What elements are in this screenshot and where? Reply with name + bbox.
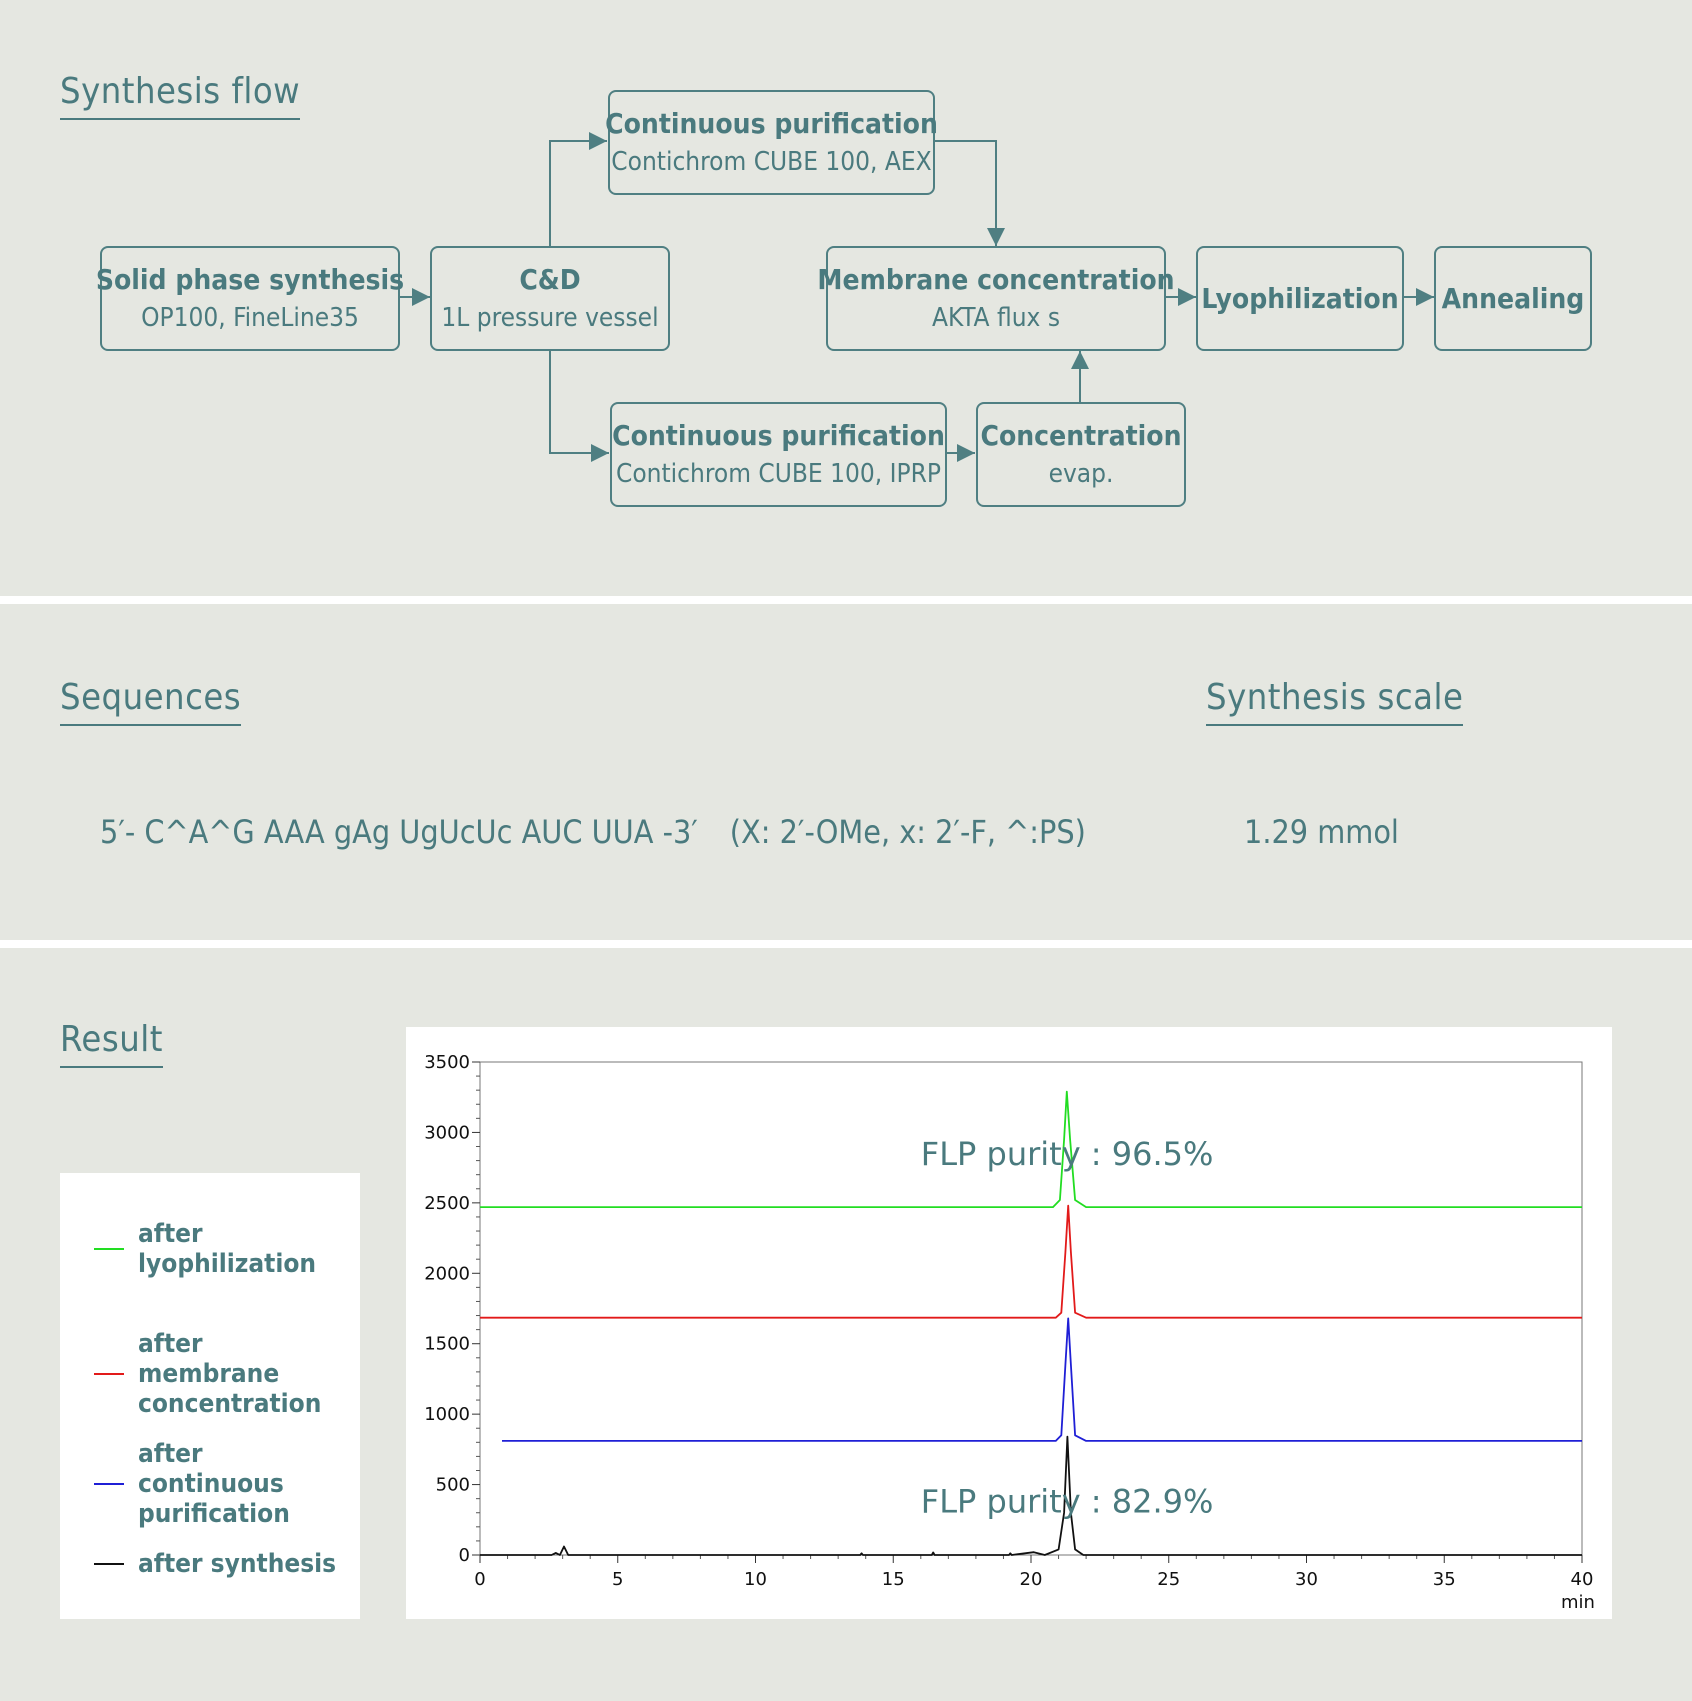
chart-legend: [60, 1173, 360, 1619]
chromatogram-chart: [406, 1027, 1612, 1619]
flow-conc-title: Concentration: [980, 418, 1182, 452]
flow-box-annealing: [1434, 246, 1592, 351]
y-tick-label: 500: [435, 1474, 470, 1496]
x-tick-label: 35: [1432, 1569, 1456, 1590]
flow-box-lyophilization: [1196, 246, 1404, 351]
arrow-cd-to-iprp: [550, 351, 609, 453]
x-tick-label: 5: [612, 1569, 624, 1590]
flow-aex-title: Continuous purification: [605, 106, 938, 140]
flow-lyo-title: Lyophilization: [1201, 281, 1399, 315]
y-tick-label: 2000: [424, 1263, 470, 1285]
y-tick-label: 1000: [424, 1404, 470, 1426]
legend-swatch-membrane: [94, 1373, 124, 1375]
flow-box-purification-aex: [605, 90, 938, 195]
arrow-aex-to-membrane: [934, 141, 996, 246]
series-line-1: [480, 1206, 1582, 1318]
arrow-cd-to-aex: [550, 141, 607, 246]
sequences-panel: [0, 604, 1692, 940]
flow-solid-sub: OP100, FineLine35: [141, 302, 359, 333]
flow-box-solid-phase: [95, 246, 405, 351]
x-tick-label: 25: [1157, 1569, 1181, 1590]
series-line-2: [502, 1318, 1582, 1441]
flow-membrane-sub: AKTA flux s: [931, 302, 1061, 333]
flow-box-purification-iprp: [610, 402, 947, 507]
legend-label-lyophilization: after lyophilization: [138, 1219, 317, 1279]
legend-item-membrane: [94, 1329, 348, 1419]
synthesis-scale-title: Synthesis scale: [1206, 676, 1463, 726]
x-axis-label: min: [1561, 1592, 1595, 1613]
annotation-purity-1: FLP purity : 82.9%: [920, 1482, 1214, 1521]
flow-solid-title: Solid phase synthesis: [95, 262, 405, 296]
annotation-purity-0: FLP purity : 96.5%: [920, 1134, 1214, 1173]
result-title: Result: [60, 1018, 163, 1068]
flow-anneal-title: Annealing: [1441, 281, 1585, 315]
flow-iprp-sub: Contichrom CUBE 100, IPRP: [616, 458, 941, 489]
synthesis-flow-title: Synthesis flow: [60, 70, 300, 120]
synthesis-flow-panel: [0, 0, 1692, 596]
legend-item-synthesis: [94, 1549, 348, 1579]
flow-box-membrane: [817, 246, 1175, 351]
flow-cd-title: C&D: [519, 262, 581, 296]
sequences-title: Sequences: [60, 676, 241, 726]
y-tick-label: 1500: [424, 1333, 470, 1355]
y-tick-label: 3000: [424, 1122, 470, 1144]
x-tick-label: 30: [1295, 1569, 1318, 1590]
flow-box-concentration: [976, 402, 1186, 507]
y-tick-label: 0: [458, 1545, 470, 1566]
flow-membrane-title: Membrane concentration: [817, 262, 1175, 296]
x-tick-label: 10: [744, 1569, 767, 1590]
x-tick-label: 0: [474, 1569, 486, 1590]
flow-iprp-title: Continuous purification: [612, 418, 945, 452]
x-tick-label: 20: [1019, 1569, 1043, 1590]
flow-aex-sub: Contichrom CUBE 100, AEX: [611, 146, 932, 177]
flow-cd-sub: 1L pressure vessel: [441, 302, 659, 333]
y-tick-label: 2500: [424, 1192, 470, 1214]
legend-swatch-continuous: [94, 1483, 124, 1485]
legend-label-membrane: after membrane concentration: [138, 1329, 322, 1419]
flow-conc-sub: evap.: [1048, 458, 1114, 489]
legend-swatch-lyophilization: [94, 1248, 124, 1250]
legend-item-continuous: [94, 1439, 348, 1529]
chromatogram-svg: [406, 1027, 1612, 1619]
legend-swatch-synthesis: [94, 1563, 124, 1565]
flow-box-cd: [430, 246, 670, 351]
scale-value: 1.29 mmol: [1244, 813, 1399, 851]
x-tick-label: 40: [1570, 1569, 1594, 1590]
y-tick-label: 3500: [424, 1052, 470, 1073]
legend-label-synthesis: after synthesis: [138, 1549, 337, 1579]
x-tick-label: 15: [881, 1569, 905, 1590]
legend-item-lyophilization: [94, 1219, 348, 1279]
sequence-text: 5′- C^A^G AAA gAg UgUcUc AUC UUA -3′ (X: 2′-OMe, x: 2′-F, ^:PS): [100, 813, 1086, 851]
legend-label-continuous: after continuous purification: [138, 1439, 290, 1529]
